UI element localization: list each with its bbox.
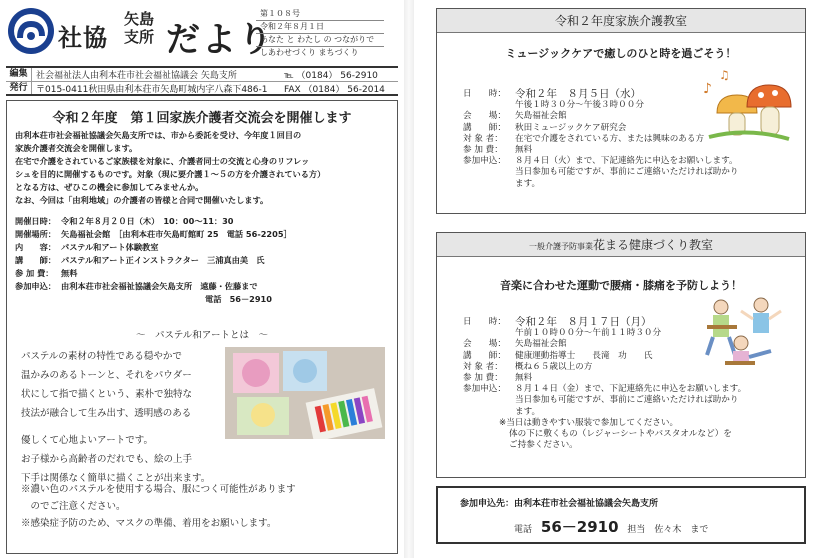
pastel-line: 優しくて心地よいアートです。	[21, 435, 153, 446]
detail-value: ます。	[515, 406, 541, 417]
pastel-notes	[21, 481, 391, 532]
intro-line: シュを目的に開催するものです。対象（現に要介護１～５の方を介護されている方）	[15, 169, 326, 179]
detail-value: 由利本荘市社会福祉協議会矢島支所 遠藤・佐藤まで	[61, 281, 258, 291]
intro-line: 家族介護者交流会を開催します。	[15, 143, 138, 153]
hanamaru-subtitle: 音楽に合わせた運動で腰痛・膝痛を予防しよう！	[500, 279, 742, 292]
music-care-details	[463, 89, 793, 190]
detail-value: 矢島福祉会館	[515, 111, 567, 122]
detail-label: 参加申込：	[15, 281, 56, 291]
intro-line: なお、今回は「由利地域」の介護者の皆様と合同で開催いたします。	[15, 195, 269, 205]
tel-label: 電話	[514, 525, 533, 535]
detail-value: 午前１０時００分～午前１１時３０分	[515, 328, 662, 339]
detail-label	[463, 167, 515, 178]
issue-label: 発行	[6, 82, 32, 94]
note-line: ※感染症予防のため、マスクの準備、着用をお願いします。	[21, 518, 277, 529]
detail-value: 矢島福祉会館	[515, 339, 567, 350]
right-page	[414, 0, 818, 558]
issue-date: 令和２年８月１日	[256, 21, 384, 34]
detail-label: 内 容：	[15, 242, 56, 252]
detail-value: 無料	[61, 268, 78, 278]
detail-value: ご持参ください。	[509, 440, 578, 451]
event-details	[15, 215, 393, 306]
detail-label: 日 時：	[463, 89, 506, 99]
intro-line: となる方は、ぜひこの機会に参加してみませんか。	[15, 182, 204, 192]
detail-value: ８月４日（火）まで、下記連絡先に申込をお願いします。	[515, 156, 738, 167]
detail-value: パステル和アート正インストラクター 三浦真由美 氏	[61, 255, 265, 265]
motto-line-1: あなた と わたし の つながりで	[256, 34, 384, 47]
hanamaru-header-small: 一般介護予防事業	[528, 242, 593, 251]
detail-value: 当日参加も可能ですが、事前にご連絡いただければ助かり	[515, 167, 739, 178]
detail-label	[463, 328, 515, 339]
svg-text:♫: ♫	[719, 68, 730, 82]
publisher-table	[6, 66, 398, 96]
event-intro	[15, 129, 393, 207]
pastel-line: お子様から高齢者のだれでも、絵の上手	[21, 454, 193, 465]
intro-line: 在宅で介護をされているご家族様を対象に、介護者同士の交流と心身のリフレッ	[15, 156, 310, 166]
music-care-event-box	[436, 8, 806, 214]
detail-label: 開催日時：	[15, 216, 56, 226]
masthead-title: 社協	[58, 24, 108, 52]
publisher-fax: FAX （0184） 56-2014	[284, 84, 385, 95]
publisher-tel: ℡ （0184） 56-2910	[284, 71, 378, 81]
note-line: ※濃い色のパステルを使用する場合、服につく可能性があります	[21, 484, 296, 495]
music-care-subtitle: ミュージックケアで癒しのひと時を過ごそう！	[505, 47, 737, 60]
pastel-line: パステルの素材の特性である穏やかで	[21, 351, 182, 362]
masthead-branch: 矢島支所	[124, 10, 155, 46]
pastel-description-2	[21, 431, 391, 488]
contact-line: 参加申込先：由利本荘市社会福祉協議会矢島支所	[460, 499, 659, 509]
detail-label	[463, 407, 515, 418]
detail-label: 会 場：	[463, 111, 506, 122]
detail-value: 秋田ミュージックケア研究会	[515, 122, 627, 133]
detail-value: 電話 56－2910	[205, 294, 272, 304]
contact-person: 担当 佐々木 まで	[627, 525, 709, 535]
edit-value: 社会福祉法人由利本荘市社会福祉協議会 矢島支所	[36, 71, 237, 81]
detail-value: 体の下に敷くもの（レジャーシートやバスタオルなど）を	[509, 429, 732, 440]
issue-number: 第１０８号	[256, 8, 384, 21]
detail-label: 講 師：	[15, 255, 56, 265]
pastel-line: 温かみのあるトーンと、それをパウダー	[21, 370, 192, 381]
shakyo-logo-icon	[6, 6, 56, 56]
contact-box	[436, 486, 806, 544]
tel-number: 56－2910	[540, 518, 619, 536]
detail-label: 開催場所：	[15, 229, 56, 239]
intro-line: 由利本荘市社会福祉協議会矢島支所では、市から委託を受け、今年度１回目の	[15, 130, 302, 140]
issue-box	[256, 8, 384, 66]
detail-value: 午後１時３０分～午後３時００分	[515, 100, 644, 111]
hanamaru-details	[463, 317, 793, 451]
pastel-description	[21, 347, 221, 423]
svg-text:♪: ♪	[703, 81, 712, 97]
detail-label: 日 時：	[463, 317, 506, 327]
detail-label: 対 象 者：	[463, 361, 503, 372]
detail-label: 会 場：	[463, 339, 506, 350]
pastel-line: 状にして指で描くという、素朴で独特な	[21, 389, 193, 400]
detail-label	[463, 440, 509, 451]
detail-label: 参 加 費：	[463, 373, 503, 384]
detail-label	[463, 429, 509, 440]
detail-label: 参加申込：	[463, 384, 506, 395]
detail-label: 対 象 者：	[463, 133, 503, 144]
detail-value: 健康運動指導士 長滝 功 氏	[515, 350, 653, 361]
hanamaru-header-main: 花まる健康づくり教室	[592, 238, 713, 252]
detail-value: ※当日は動きやすい服装で参加してください。	[499, 417, 679, 428]
detail-value: ます。	[515, 178, 541, 189]
page-fold	[404, 0, 414, 558]
detail-label	[463, 418, 499, 429]
pastel-line: 技法が融合して生み出す、透明感のある	[21, 408, 192, 419]
issue-address: 〒015-0411秋田県由利本荘市矢島町城内字八森下486-1	[36, 84, 268, 95]
detail-value: 令和２年 ８月１７日（月）	[515, 316, 652, 328]
detail-value: 無料	[515, 373, 533, 384]
detail-value: 令和２年 ８月５日（水）	[515, 88, 641, 100]
detail-label	[463, 395, 515, 406]
detail-value: 当日参加も可能ですが、事前にご連絡いただければ助かり	[515, 395, 739, 406]
detail-label: 講 師：	[463, 122, 506, 133]
masthead-dayori: だより	[166, 20, 274, 60]
music-care-header: 令和２年度家族介護教室	[437, 9, 805, 33]
detail-label	[15, 293, 205, 306]
pastel-heading: ～ パステル和アートとは ～	[135, 330, 269, 341]
detail-label	[463, 179, 515, 190]
motto-line-2: しあわせづくり まちづくり	[260, 48, 359, 57]
hanamaru-health-event-box	[436, 232, 806, 478]
pastel-line: 下手は関係なく簡単に描くことが出来ます。	[21, 473, 211, 484]
left-page	[0, 0, 404, 558]
event-title: 令和２年度 第１回家族介護者交流会を開催します	[52, 111, 352, 126]
contact-tel-line	[514, 516, 708, 537]
hanamaru-header	[437, 233, 805, 257]
note-line: のでご注意ください。	[21, 501, 126, 512]
detail-label	[463, 100, 515, 111]
detail-label: 参加申込：	[463, 156, 506, 167]
family-caregiver-event-box	[6, 100, 398, 554]
detail-label: 講 師：	[463, 350, 506, 361]
pastel-art-photo	[225, 347, 385, 439]
detail-value: 矢島福祉会館 ［由利本荘市矢島町館町 25 電話 56-2205］	[61, 229, 292, 239]
detail-label: 参 加 費：	[463, 145, 503, 156]
edit-label: 編集	[6, 68, 32, 81]
detail-value: パステル和アート体験教室	[61, 242, 159, 252]
detail-value: 在宅で介護をされている方、または興味のある方	[515, 133, 705, 144]
detail-value: ８月１４日（金）まで、下記連絡先に申込をお願いします。	[515, 384, 747, 395]
detail-value: 令和２年８月２０日（木） 10：00～11：30	[61, 216, 234, 226]
detail-value: 無料	[515, 145, 533, 156]
detail-value: 概ね６５歳以上の方	[515, 361, 593, 372]
detail-label: 参 加 費：	[15, 268, 54, 278]
